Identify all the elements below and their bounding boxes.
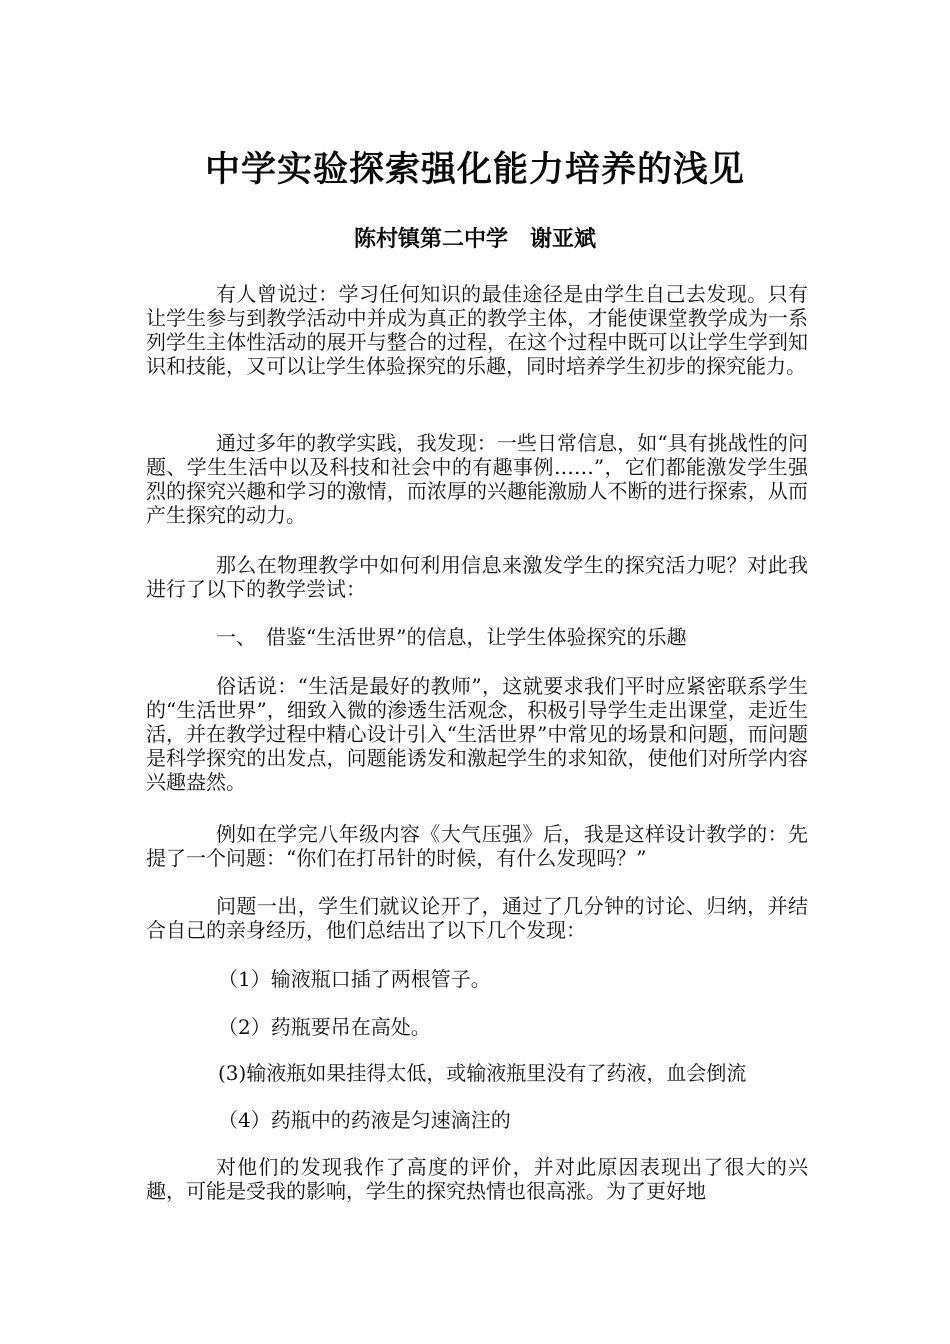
finding-item-3: (3)输液瓶如果挂得太低，或输液瓶里没有了药液，血会倒流 xyxy=(218,1061,747,1085)
paragraph-discussion: 问题一出，学生们就议论开了，通过了几分钟的讨论、归纳，并结合自己的亲身经历，他们总结出了以下几个发现： xyxy=(146,894,808,942)
paragraph-intro: 有人曾说过：学习任何知识的最佳途径是由学生自己去发现。只有让学生参与到教学活动中并成为真正的教学主体，才能使课堂教学成为一系列学生主体性活动的展开与整合的过程，在这个过程中既可以让学生学到知识和技能，又可以让学生体验探究的乐趣，同时培养学生初步的探究能力。 xyxy=(146,282,808,378)
paragraph-proverb: 俗话说：“生活是最好的教师”，这就要求我们平时应紧密联系学生的“生活世界”，细致入微的渗透生活观念，积极引导学生走出课堂，走近生活，并在教学过程中精心设计引入“生活世界”中常见的场景和问题，而问题是科学探究的出发点，问题能诱发和激起学生的求知欲，使他们对所学内容兴趣盎然。 xyxy=(146,674,808,794)
paragraph-practice: 通过多年的教学实践，我发现：一些日常信息，如“具有挑战性的问题、学生生活中以及科技和社会中的有趣事例……”，它们都能激发学生强烈的探究兴趣和学习的激情，而浓厚的兴趣能激励人不断的进行探索，从而产生探究的动力。 xyxy=(146,431,808,527)
paragraph-evaluation: 对他们的发现我作了高度的评价，并对此原因表现出了很大的兴趣，可能是受我的影响，学生的探究热情也很高涨。为了更好地 xyxy=(146,1155,808,1203)
paragraph-example: 例如在学完八年级内容《大气压强》后，我是这样设计教学的：先提了一个问题：“你们在打吊针的时候，有什么发现吗？” xyxy=(146,822,808,870)
finding-item-2: （2）药瓶要吊在高处。 xyxy=(218,1015,431,1039)
section-heading-1: 一、 借鉴“生活世界”的信息，让学生体验探究的乐趣 xyxy=(216,625,687,649)
finding-item-4: （4）药瓶中的药液是匀速滴注的 xyxy=(218,1108,511,1132)
finding-item-1: （1）输液瓶口插了两根管子。 xyxy=(218,967,491,991)
paragraph-question: 那么在物理教学中如何利用信息来激发学生的探究活力呢？对此我进行了以下的教学尝试： xyxy=(146,553,808,601)
document-title: 中学实验探索强化能力培养的浅见 xyxy=(204,150,745,190)
document-author: 陈村镇第二中学 谢亚斌 xyxy=(353,227,596,252)
